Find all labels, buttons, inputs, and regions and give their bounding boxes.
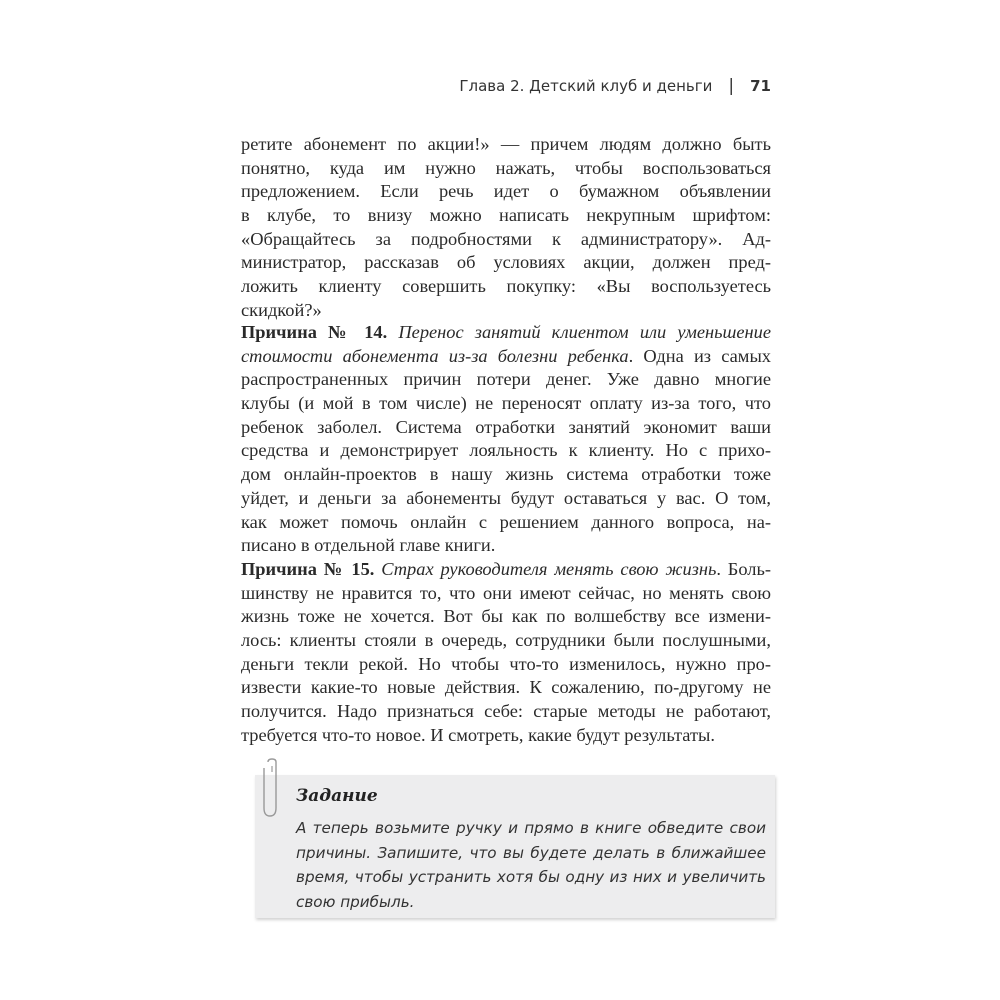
- text-segment: лось: клиенты стояли в очередь, сотрудники были послушными,: [241, 630, 771, 651]
- text-line: [241, 275, 771, 299]
- text-line: [241, 368, 771, 392]
- text-line: [241, 180, 771, 204]
- text-segment: . Боль-: [716, 559, 771, 579]
- text-segment: извести какие-то новые действия. К сожалению, по-другому не: [241, 677, 771, 698]
- chapter-title: Глава 2. Детский клуб и деньги: [459, 77, 713, 95]
- text-segment: дом онлайн-проектов в нашу жизнь система отработки тоже: [241, 464, 771, 485]
- reason-title: Страх руководителя менять свою жизнь: [381, 559, 717, 579]
- text-segment: ложить клиенту совершить покупку: «Вы воспользуетесь: [241, 276, 771, 297]
- text-segment: ребенок заболел. Система отработки занятий экономит ваши: [241, 416, 771, 437]
- text-segment: писано в отдельной главе книги.: [241, 535, 496, 556]
- task-text: [296, 816, 766, 914]
- running-header: [459, 76, 771, 96]
- text-line: [241, 487, 771, 511]
- reason-label: Причина № 15.: [241, 559, 382, 579]
- text-segment: как может помочь онлайн с решением данного вопроса, на-: [241, 511, 771, 532]
- paragraph-reason-14: [241, 321, 771, 558]
- text-segment: в клубе, то внизу можно написать некрупным шрифтом:: [241, 205, 771, 226]
- text-line: [241, 133, 771, 157]
- text-line: [241, 439, 771, 463]
- text-segment: жизнь тоже не хочется. Вот бы как по волшебству все измени-: [241, 606, 771, 627]
- text-line: [241, 511, 771, 535]
- text-line: [241, 345, 771, 369]
- text-segment: клубы (и мой в том числе) не переносят оплату из-за того, что: [241, 393, 771, 414]
- text-line: [241, 676, 771, 700]
- task-line: время, чтобы устранить хотя бы одну из них и увеличить: [296, 868, 766, 886]
- reason-title: Перенос занятий клиентом или уменьшение: [398, 322, 771, 342]
- text-line: [241, 653, 771, 677]
- text-line: [241, 228, 771, 252]
- task-line: причины. Запишите, что вы будете делать в ближайшее: [296, 843, 766, 862]
- text-segment: требуется что-то новое. И смотреть, какие будут результаты.: [241, 724, 715, 745]
- text-segment: . Одна из самых: [628, 345, 771, 366]
- text-line: [241, 157, 771, 181]
- header-separator: |: [728, 76, 735, 96]
- text-line: [241, 582, 771, 606]
- text-line: [241, 463, 771, 487]
- text-segment: получится. Надо признаться себе: старые методы не работают,: [241, 701, 771, 722]
- text-segment: средства и демонстрирует лояльность к клиенту. Но с прихо-: [241, 440, 771, 461]
- text-line: [241, 204, 771, 228]
- task-line: А теперь возьмите ручку и прямо в книге обведите свои: [296, 819, 766, 837]
- text-line: [241, 299, 771, 323]
- text-line: [241, 629, 771, 653]
- text-line: [241, 724, 771, 748]
- text-segment: шинству не нравится то, что они имеют сейчас, но менять свою: [241, 582, 771, 603]
- text-segment: деньги текли рекой. Но чтобы что-то изменилось, нужно про-: [241, 653, 771, 674]
- text-line: [241, 700, 771, 724]
- text-line: [241, 392, 771, 416]
- text-segment: распространенных причин потери денег. Уже давно многие: [241, 369, 771, 390]
- text-segment: понятно, куда им нужно нажать, чтобы воспользоваться: [241, 157, 771, 178]
- text-segment: ретите абонемент по акции!» — причем людям должно быть: [241, 134, 771, 154]
- text-segment: предложением. Если речь идет о бумажном объявлении: [241, 181, 771, 202]
- text-line: [241, 534, 771, 558]
- task-title: Задание: [296, 786, 378, 806]
- reason-label: Причина № 14.: [241, 322, 399, 342]
- paragraph-promo: [241, 133, 771, 323]
- text-line: [241, 251, 771, 275]
- text-segment: «Обращайтесь за подробностями к администратору». Ад-: [241, 228, 771, 249]
- task-line: свою прибыль.: [296, 892, 415, 911]
- paragraph-reason-15: [241, 558, 771, 748]
- page-number: 71: [750, 77, 771, 95]
- text-segment: министратор, рассказав об условиях акции, должен пред-: [241, 252, 771, 273]
- text-line: [241, 605, 771, 629]
- text-segment: уйдет, и деньги за абонементы будут оставаться у вас. О том,: [241, 487, 771, 508]
- reason-title: стоимости абонемента из-за болезни ребенка: [241, 345, 629, 366]
- text-line: [241, 558, 771, 582]
- text-line: [241, 416, 771, 440]
- text-segment: скидкой?»: [241, 299, 322, 320]
- text-line: [241, 321, 771, 345]
- paperclip-icon: [262, 758, 282, 820]
